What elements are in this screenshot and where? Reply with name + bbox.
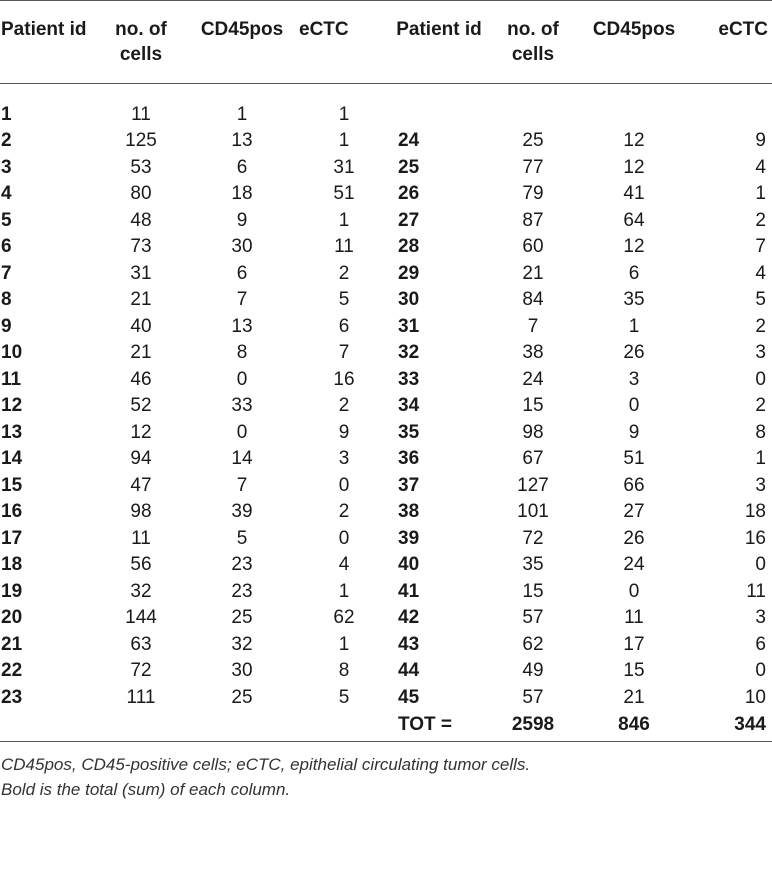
no-of-cells-cell: 94 <box>130 448 152 470</box>
no-of-cells-cell: 125 <box>125 130 157 152</box>
no-of-cells-cell: 21 <box>522 262 544 284</box>
ectc-cell: 51 <box>333 183 355 205</box>
patient-id-cell: 8 <box>1 289 12 311</box>
header-patient-id-right: Patient id <box>390 1 488 84</box>
ectc-cell: 3 <box>755 607 766 629</box>
no-of-cells-cell: 7 <box>527 315 539 337</box>
ectc-cell: 8 <box>755 421 766 443</box>
no-of-cells-cell: 32 <box>130 580 152 602</box>
ectc-cell: 5 <box>338 686 350 708</box>
ectc-cell: 9 <box>755 130 766 152</box>
cd45pos-cell: 1 <box>236 104 248 125</box>
patient-id-cell: 9 <box>1 315 12 337</box>
patient-id-cell: 29 <box>398 262 420 284</box>
empty-cell <box>0 711 96 741</box>
ectc-cell: 2 <box>755 315 766 337</box>
no-of-cells-cell: 73 <box>130 236 152 258</box>
cd45pos-cell: 30 <box>231 236 253 258</box>
patient-id-cell: 22 <box>1 660 23 682</box>
ectc-cell: 0 <box>338 527 350 549</box>
ectc-cell: 1 <box>755 183 766 205</box>
table-row <box>0 340 772 367</box>
table-row <box>0 128 772 155</box>
no-of-cells-cell: 72 <box>130 660 152 682</box>
no-of-cells-cell: 57 <box>522 686 544 708</box>
cd45pos-cell: 13 <box>231 130 253 152</box>
no-of-cells-cell: 79 <box>522 183 544 205</box>
ectc-cell: 6 <box>755 633 766 655</box>
patient-id-cell: 11 <box>1 368 22 390</box>
patient-id-cell: 35 <box>398 421 420 443</box>
table-row <box>0 552 772 579</box>
ectc-cell: 2 <box>755 209 766 231</box>
ectc-cell: 7 <box>755 236 766 258</box>
ectc-cell: 0 <box>755 368 766 390</box>
no-of-cells-cell: 15 <box>522 580 544 602</box>
no-of-cells-cell: 48 <box>130 209 152 231</box>
no-of-cells-cell: 127 <box>517 474 549 496</box>
cd45pos-cell <box>578 84 690 129</box>
table-row <box>0 208 772 235</box>
no-of-cells-cell: 101 <box>517 501 549 523</box>
patient-id-cell: 21 <box>1 633 23 655</box>
ectc-cell: 31 <box>333 156 355 178</box>
header-cd45pos-left: CD45pos <box>186 1 298 84</box>
patient-id-cell: 27 <box>398 209 420 231</box>
ectc-cell <box>690 84 772 129</box>
total-ectc: 344 <box>690 711 772 741</box>
ectc-cell: 4 <box>755 156 766 178</box>
table-header <box>0 1 772 84</box>
ectc-cell: 5 <box>755 289 766 311</box>
no-of-cells-cell: 52 <box>130 395 152 417</box>
cd45pos-cell: 14 <box>231 448 253 470</box>
ectc-cell: 0 <box>755 554 766 576</box>
no-of-cells-cell: 24 <box>522 368 544 390</box>
ectc-cell: 0 <box>338 474 350 496</box>
no-of-cells-cell: 25 <box>522 130 544 152</box>
empty-cell <box>186 711 298 741</box>
patient-id-cell: 20 <box>1 607 23 629</box>
cd45pos-cell: 35 <box>623 289 645 311</box>
patient-id-cell: 19 <box>1 580 23 602</box>
ectc-cell: 1 <box>338 633 350 655</box>
ectc-cell: 10 <box>744 686 766 708</box>
patient-id-cell <box>390 84 488 129</box>
cd45pos-cell: 23 <box>231 554 253 576</box>
empty-cell <box>298 711 390 741</box>
header-no-of-cells-right: no. of cells <box>488 1 578 84</box>
patient-id-cell: 40 <box>398 554 420 576</box>
no-of-cells-cell: 98 <box>522 421 544 443</box>
ectc-cell: 1 <box>338 130 350 152</box>
no-of-cells-cell: 15 <box>522 395 544 417</box>
patient-id-cell: 34 <box>398 395 420 417</box>
table-row <box>0 181 772 208</box>
table-row <box>0 287 772 314</box>
total-no-of-cells: 2598 <box>488 711 578 741</box>
no-of-cells-cell: 38 <box>522 342 544 364</box>
cd45pos-cell: 39 <box>231 501 253 523</box>
no-of-cells-cell: 56 <box>130 554 152 576</box>
ectc-cell: 1 <box>338 104 350 125</box>
ectc-cell: 9 <box>338 421 350 443</box>
no-of-cells-cell: 21 <box>130 342 152 364</box>
table-body <box>0 84 772 742</box>
table-row <box>0 499 772 526</box>
no-of-cells-cell: 67 <box>522 448 544 470</box>
no-of-cells-cell: 49 <box>522 660 544 682</box>
no-of-cells-cell: 60 <box>522 236 544 258</box>
ectc-cell: 1 <box>755 448 766 470</box>
patient-id-cell: 14 <box>1 448 23 470</box>
cd45pos-cell: 12 <box>623 156 645 178</box>
cd45pos-cell: 13 <box>231 315 253 337</box>
no-of-cells-cell: 31 <box>130 262 152 284</box>
no-of-cells-cell: 12 <box>130 421 152 443</box>
cd45pos-cell: 12 <box>623 130 645 152</box>
cd45pos-cell: 30 <box>231 660 253 682</box>
cd45pos-cell: 5 <box>236 527 248 549</box>
patient-id-cell: 31 <box>398 315 420 337</box>
ectc-cell: 11 <box>746 580 766 602</box>
cd45pos-cell: 24 <box>623 554 645 576</box>
cd45pos-cell: 21 <box>623 686 645 708</box>
ectc-cell: 3 <box>338 448 350 470</box>
ectc-cell: 1 <box>338 209 350 231</box>
ectc-cell: 5 <box>338 289 350 311</box>
cd45pos-cell: 6 <box>236 262 248 284</box>
cd45pos-cell: 33 <box>231 395 253 417</box>
patient-id-cell: 2 <box>1 130 12 152</box>
footnote-line-1: CD45pos, CD45-positive cells; eCTC, epithelial circulating tumor cells. <box>1 754 531 774</box>
cd45pos-cell: 27 <box>623 501 645 523</box>
table-row <box>0 526 772 553</box>
no-of-cells-cell: 21 <box>130 289 152 311</box>
ectc-cell: 4 <box>755 262 766 284</box>
ectc-cell: 16 <box>333 368 355 390</box>
ectc-cell: 2 <box>338 262 350 284</box>
cd45pos-cell: 32 <box>231 633 253 655</box>
no-of-cells-cell: 53 <box>130 156 152 178</box>
table-row <box>0 685 772 712</box>
table-row <box>0 234 772 261</box>
cd45pos-cell: 7 <box>236 474 248 496</box>
cd45pos-cell: 25 <box>231 686 253 708</box>
cd45pos-cell: 64 <box>623 209 645 231</box>
cd45pos-cell: 66 <box>623 474 645 496</box>
patient-id-cell: 12 <box>1 395 23 417</box>
ectc-cell: 2 <box>755 395 766 417</box>
header-patient-id-left: Patient id <box>0 1 96 84</box>
no-of-cells-cell: 46 <box>130 368 152 390</box>
header-row <box>0 1 772 84</box>
cd45pos-cell: 25 <box>231 607 253 629</box>
no-of-cells-cell: 87 <box>522 209 544 231</box>
table-row <box>0 420 772 447</box>
table-row <box>0 473 772 500</box>
patient-id-cell: 7 <box>1 262 12 284</box>
patient-id-cell: 3 <box>1 156 12 178</box>
header-cd45pos-right: CD45pos <box>578 1 690 84</box>
patient-id-cell: 37 <box>398 474 420 496</box>
table-row <box>0 155 772 182</box>
patient-id-cell: 24 <box>398 130 420 152</box>
table-row <box>0 393 772 420</box>
patient-id-cell: 41 <box>398 580 420 602</box>
no-of-cells-cell: 57 <box>522 607 544 629</box>
patient-id-cell: 42 <box>398 607 420 629</box>
table-row <box>0 446 772 473</box>
ectc-cell: 6 <box>338 315 350 337</box>
empty-cell <box>96 711 186 741</box>
ectc-cell: 1 <box>338 580 350 602</box>
cd45pos-cell: 9 <box>628 421 640 443</box>
patient-id-cell: 1 <box>1 104 12 125</box>
no-of-cells-cell: 11 <box>131 104 151 125</box>
patient-id-cell: 44 <box>398 660 420 682</box>
patient-id-cell: 16 <box>1 501 23 523</box>
patient-id-cell: 13 <box>1 421 23 443</box>
ectc-cell: 0 <box>755 660 766 682</box>
table-row <box>0 367 772 394</box>
no-of-cells-cell: 144 <box>125 607 157 629</box>
cd45pos-cell: 26 <box>623 527 645 549</box>
ectc-cell: 2 <box>338 395 350 417</box>
header-ectc-right: eCTC <box>690 1 772 84</box>
cd45pos-cell: 0 <box>236 368 248 390</box>
ectc-cell: 16 <box>744 527 766 549</box>
patient-id-cell: 28 <box>398 236 420 258</box>
table-row <box>0 314 772 341</box>
no-of-cells-cell: 111 <box>126 686 156 708</box>
table-row <box>0 658 772 685</box>
cd45pos-cell: 0 <box>628 580 640 602</box>
table-row <box>0 84 772 129</box>
patient-id-cell: 6 <box>1 236 12 258</box>
patient-id-cell: 23 <box>1 686 23 708</box>
cd45pos-cell: 12 <box>623 236 645 258</box>
no-of-cells-cell: 80 <box>130 183 152 205</box>
no-of-cells-cell: 35 <box>522 554 544 576</box>
cd45pos-cell: 23 <box>231 580 253 602</box>
cd45pos-cell: 0 <box>236 421 248 443</box>
cd45pos-cell: 8 <box>236 342 248 364</box>
total-cd45pos: 846 <box>578 711 690 741</box>
cd45pos-cell: 18 <box>231 183 253 205</box>
patient-id-cell: 5 <box>1 209 12 231</box>
ectc-cell: 11 <box>334 236 354 258</box>
header-no-of-cells-left: no. of cells <box>96 1 186 84</box>
patient-id-cell: 45 <box>398 686 420 708</box>
table-footnote <box>0 752 772 802</box>
patient-id-cell: 36 <box>398 448 420 470</box>
patient-id-cell: 38 <box>398 501 420 523</box>
patient-id-cell: 43 <box>398 633 420 655</box>
ectc-cell: 18 <box>744 501 766 523</box>
cd45pos-cell: 3 <box>628 368 640 390</box>
patient-id-cell: 15 <box>1 474 23 496</box>
no-of-cells-cell: 98 <box>130 501 152 523</box>
ectc-cell: 4 <box>338 554 350 576</box>
cd45pos-cell: 26 <box>623 342 645 364</box>
cd45pos-cell: 6 <box>628 262 640 284</box>
no-of-cells-cell: 47 <box>130 474 152 496</box>
total-row <box>0 711 772 741</box>
patient-id-cell: 10 <box>1 342 23 364</box>
total-label: TOT = <box>390 711 488 741</box>
ectc-cell: 3 <box>755 342 766 364</box>
cd45pos-cell: 41 <box>623 183 645 205</box>
no-of-cells-cell: 62 <box>522 633 544 655</box>
patient-id-cell: 18 <box>1 554 23 576</box>
cd45pos-cell: 6 <box>236 156 248 178</box>
patient-id-cell: 25 <box>398 156 420 178</box>
no-of-cells-cell: 40 <box>130 315 152 337</box>
cd45pos-cell: 7 <box>236 289 248 311</box>
table-row <box>0 632 772 659</box>
ectc-cell: 7 <box>338 342 350 364</box>
ectc-cell: 8 <box>338 660 350 682</box>
ectc-cell: 3 <box>755 474 766 496</box>
cd45pos-cell: 9 <box>236 209 248 231</box>
cd45pos-cell: 0 <box>628 395 640 417</box>
no-of-cells-cell: 63 <box>130 633 152 655</box>
no-of-cells-cell: 77 <box>522 156 544 178</box>
table-row <box>0 261 772 288</box>
table-row <box>0 605 772 632</box>
patient-id-cell: 17 <box>1 527 23 549</box>
table-row <box>0 579 772 606</box>
cd45pos-cell: 15 <box>623 660 645 682</box>
no-of-cells-cell <box>488 84 578 129</box>
ectc-cell: 62 <box>333 607 355 629</box>
no-of-cells-cell: 84 <box>522 289 544 311</box>
footnote-line-2: Bold is the total (sum) of each column. <box>1 779 291 799</box>
cd45pos-cell: 17 <box>623 633 645 655</box>
patient-id-cell: 4 <box>1 183 12 205</box>
patient-id-cell: 39 <box>398 527 420 549</box>
patient-id-cell: 33 <box>398 368 420 390</box>
cd45pos-cell: 1 <box>628 315 640 337</box>
cd45pos-cell: 11 <box>624 607 644 629</box>
cd45pos-cell: 51 <box>623 448 645 470</box>
no-of-cells-cell: 72 <box>522 527 544 549</box>
header-ectc-left: eCTC <box>298 1 390 84</box>
patient-id-cell: 26 <box>398 183 420 205</box>
patient-id-cell: 32 <box>398 342 420 364</box>
no-of-cells-cell: 11 <box>131 527 151 549</box>
ectc-cell: 2 <box>338 501 350 523</box>
patient-id-cell: 30 <box>398 289 420 311</box>
